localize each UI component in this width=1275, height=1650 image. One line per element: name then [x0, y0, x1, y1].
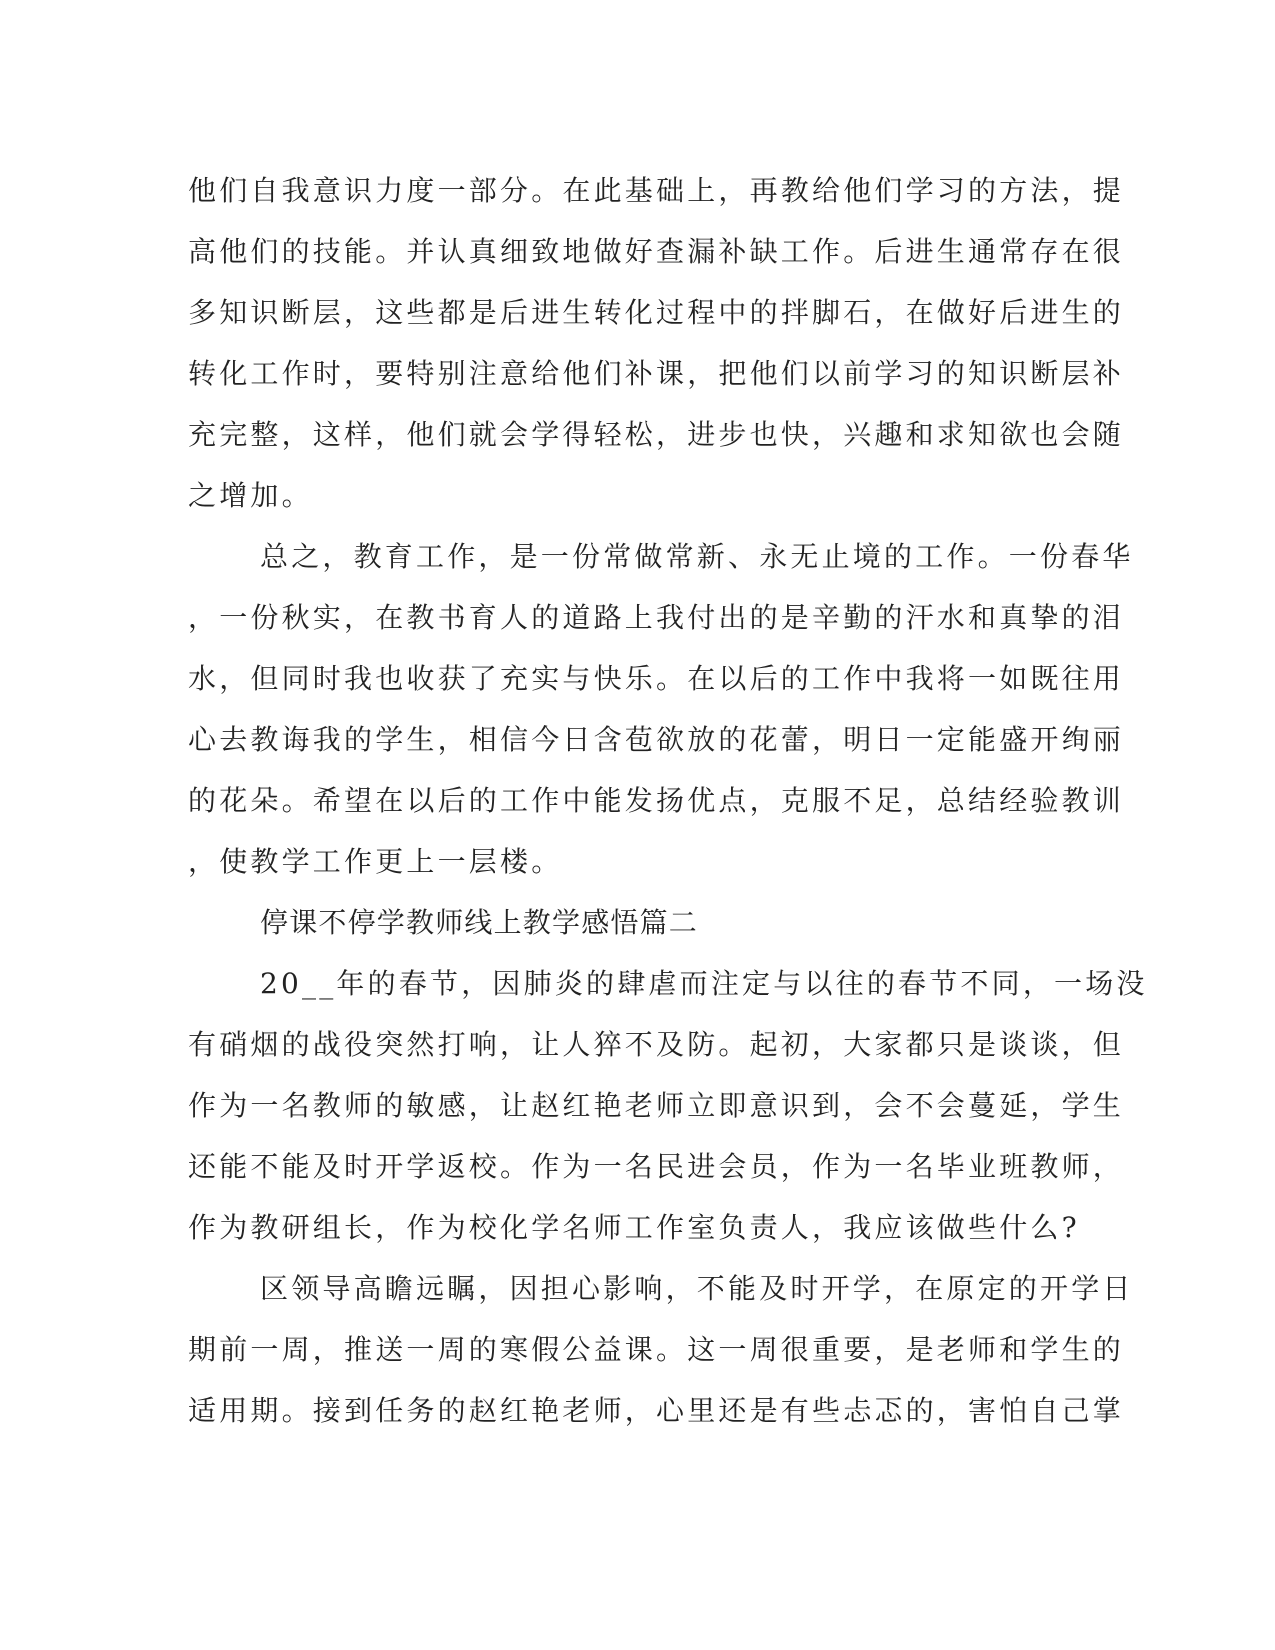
body-line: 作为教研组长，作为校化学名师工作室负责人，我应该做些什么? [188, 1211, 1080, 1244]
body-line: 多知识断层，这些都是后进生转化过程中的拌脚石，在做好后进生的 [188, 296, 1125, 329]
body-line: 作为一名教师的敏感，让赵红艳老师立即意识到，会不会蔓延，学生 [188, 1089, 1125, 1122]
body-line: 有硝烟的战役突然打响，让人猝不及防。起初，大家都只是谈谈，但 [188, 1028, 1125, 1061]
body-line: 他们自我意识力度一部分。在此基础上，再教给他们学习的方法，提 [188, 174, 1125, 207]
body-line: ，使教学工作更上一层楼。 [188, 845, 563, 878]
document-body [188, 160, 1148, 1441]
body-line: 之增加。 [188, 479, 313, 512]
paragraph-first-line: 20__年的春节，因肺炎的肆虐而注定与以往的春节不同，一场没 [260, 967, 1148, 1000]
body-line: 心去教诲我的学生，相信今日含苞欲放的花蕾，明日一定能盛开绚丽 [188, 723, 1125, 756]
section-heading: 停课不停学教师线上教学感悟篇二 [260, 906, 699, 939]
body-line: 水，但同时我也收获了充实与快乐。在以后的工作中我将一如既往用 [188, 662, 1125, 695]
body-line: 适用期。接到任务的赵红艳老师，心里还是有些忐忑的，害怕自己掌 [188, 1394, 1125, 1427]
body-line: ，一份秋实，在教书育人的道路上我付出的是辛勤的汗水和真挚的泪 [188, 601, 1125, 634]
paragraph-first-line: 区领导高瞻远瞩，因担心影响，不能及时开学，在原定的开学日 [260, 1272, 1134, 1305]
body-line: 充完整，这样，他们就会学得轻松，进步也快，兴趣和求知欲也会随 [188, 418, 1125, 451]
paragraph-first-line: 总之，教育工作，是一份常做常新、永无止境的工作。一份春华 [260, 540, 1134, 573]
body-line: 高他们的技能。并认真细致地做好查漏补缺工作。后进生通常存在很 [188, 235, 1125, 268]
body-line: 转化工作时，要特别注意给他们补课，把他们以前学习的知识断层补 [188, 357, 1125, 390]
body-line: 期前一周，推送一周的寒假公益课。这一周很重要，是老师和学生的 [188, 1333, 1125, 1366]
body-line: 还能不能及时开学返校。作为一名民进会员，作为一名毕业班教师， [188, 1150, 1125, 1183]
body-line: 的花朵。希望在以后的工作中能发扬优点，克服不足，总结经验教训 [188, 784, 1125, 817]
